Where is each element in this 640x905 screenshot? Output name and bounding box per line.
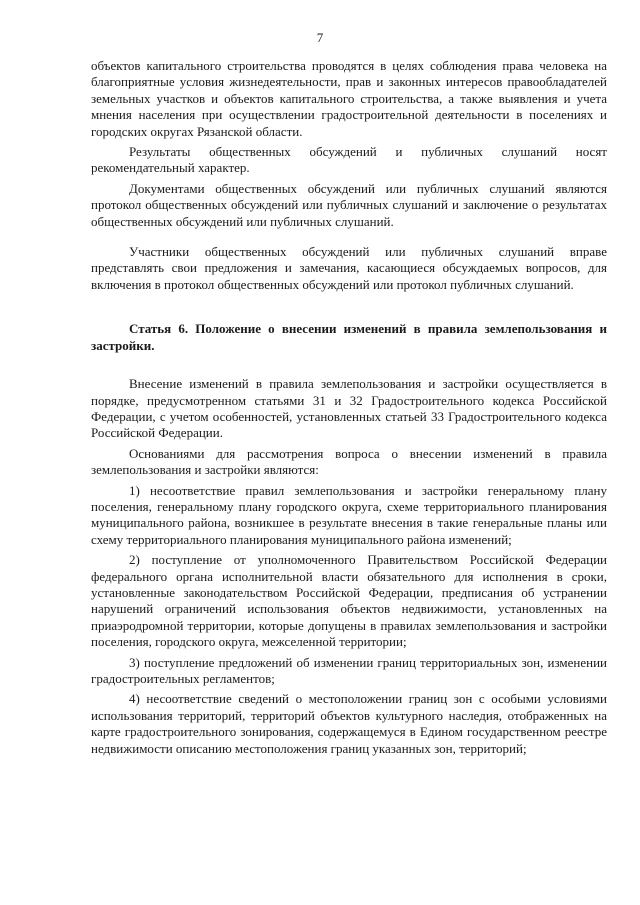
paragraph-continuation: объектов капитального строительства проводятся в целях соблюдения права человека на благоприятные условия жизнедеятельности, прав и законных интересов правообладателей земельных участков и объектов капитального строительства, а также выявления и учета мнения населения при осуществлении градостроительной деятельности в поселениях и городских округах Рязанской области. xyxy=(91,58,607,139)
paragraph-amendment-procedure: Внесение изменений в правила землепользования и застройки осуществляется в порядке, предусмотренном статьями 31 и 32 Градостроительного кодекса Российской Федерации, с учетом особенностей, установленных статьей 33 Градостроительного кодекса Российской Федерации. xyxy=(91,376,607,441)
article-heading: Статья 6. Положение о внесении изменений в правила землепользования и застройки. xyxy=(91,321,607,353)
list-item-3: 3) поступление предложений об изменении границ территориальных зон, изменении градостроительных регламентов; xyxy=(91,654,607,686)
list-item-2: 2) поступление от уполномоченного Правительством Российской Федерации федерального органа исполнительной власти обязательного для исполнения в сроки, установленные законодательством Российской Федерации, предписания об устранении нарушений ограничений использования объектов недвижимости, установленных на приаэродромной территории, которые допущены в правилах землепользования и застройки поселения, городского округа, межселенной территории; xyxy=(91,552,607,650)
paragraph-results: Результаты общественных обсуждений и публичных слушаний носят рекомендательный характер. xyxy=(91,144,607,176)
list-item-4: 4) несоответствие сведений о местоположении границ зон с особыми условиями использования территорий, территорий объектов культурного наследия, отображенных на карте градостроительного зонирования, содержащемуся в Едином государственном реестре недвижимости описанию местоположения границ указанных зон, территорий; xyxy=(91,691,607,756)
list-item-1: 1) несоответствие правил землепользования и застройки генеральному плану поселения, генеральному плану городского округа, схеме территориального планирования муниципального района, возникшее в результате внесения в такие генеральные планы или схему территориального планирования муниципального района изменений; xyxy=(91,482,607,547)
paragraph-participants: Участники общественных обсуждений или публичных слушаний вправе представлять свои предложения и замечания, касающиеся обсуждаемых вопросов, для включения в протокол общественных обсуждений или протокол публичных слушаний. xyxy=(91,244,607,292)
page-number: 7 xyxy=(316,30,324,45)
document-body xyxy=(91,58,607,757)
paragraph-documents: Документами общественных обсуждений или публичных слушаний являются протокол общественных обсуждений или публичных слушаний и заключение о результатах общественных обсуждений или публичных слушаний. xyxy=(91,180,607,229)
paragraph-grounds-intro: Основаниями для рассмотрения вопроса о внесении изменений в правила землепользования и застройки являются: xyxy=(91,445,607,478)
